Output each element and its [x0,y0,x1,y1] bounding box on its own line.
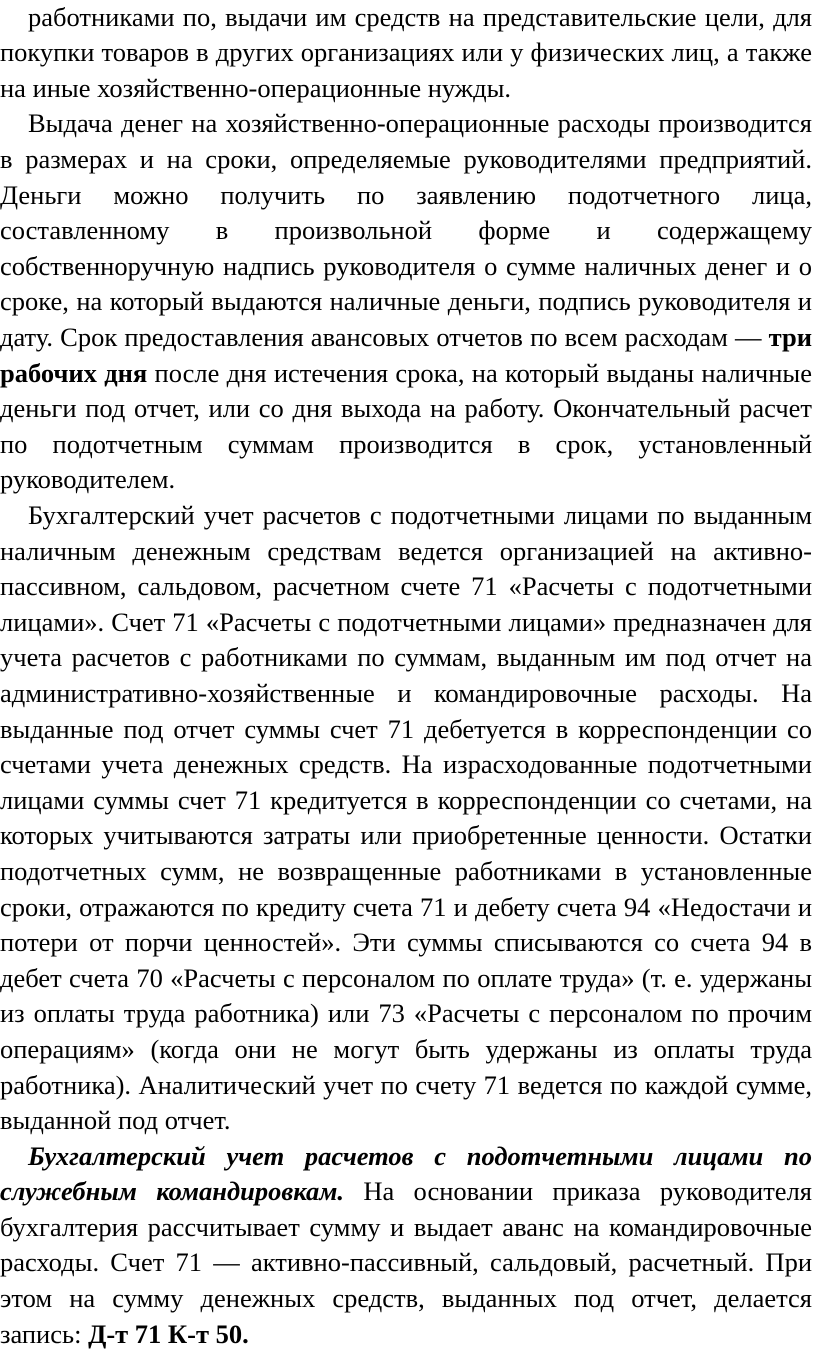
paragraph-4-heading: Бухгалтерский учет расчетов с подотчетными лицами по служебным командировкам. [0,1140,812,1207]
paragraph-2-text-b: после дня истечения срока, на который выданы наличные деньги под отчет, или со дня выхода на работу. Окончательный расчет по подотчетным суммам производится в срок, установленный руководителем. [0,357,812,495]
paragraph-2-text-a: Выдача денег на хозяйственно-операционные расходы производится в размерах и на сроки, определяемые руководителями предприятий. Деньги можно получить по заявлению подотчетного лица, составленному в произвольной форме и содержащему собственноручную надпись руководителя о сумме наличных денег и о сроке, на который выдаются наличные деньги, подпись руководителя и дату. Срок предоставления авансовых отчетов по всем расходам — [0,108,812,353]
paragraph-3-text: Бухгалтерский учет расчетов с подотчетными лицами по выданным наличным денежным средствам ведется организацией на активно-пассивном, сальдовом, расчетном счете 71 «Расчеты с подотчетными лицами». Счет 71 «Расчеты с подотчетными лицами» предназначен для учета расчетов с работниками по суммам, выданным им под отчет на административно-хозяйственные и командировочные расходы. На выданные под отчет суммы счет 71 дебетуется в корреспонденции со счетами учета денежных средств. На израсходованные подотчетными лицами суммы счет 71 кредитуется в корреспонденции со счетами, на которых учитываются затраты или приобретенные ценности. Остатки подотчетных сумм, не возвращенные работниками в установленные сроки, отражаются по кредиту счета 71 и дебету счета 94 «Недостачи и потери от порчи ценностей». Эти суммы списываются со счета 94 в дебет счета 70 «Расчеты с персоналом по оплате труда» (т. е. удержаны из оплаты труда работника) или 73 «Расчеты с персоналом по прочим операциям» (когда они не могут быть удержаны из оплаты труда работника). Аналитический учет по счету 71 ведется по каждой сумме, выданной под отчет. [0,500,812,1136]
paragraph-2-emphasis-deadline: три рабочих дня [0,322,812,388]
paragraph-4-entry: Д-т 71 К-т 50. [88,1318,249,1349]
paragraph-continuation [0,0,812,106]
paragraph-account-71 [0,498,812,1139]
paragraph-4-text: На основании приказа руководителя бухгалтерия рассчитывает сумму и выдает аванс на командировочные расходы. Счет 71 — активно-пассивный, сальдовый, расчетный. При этом на сумму денежных средств, выданных под отчет, делается запись: [0,1176,812,1349]
paragraph-1-text: работниками по, выдачи им средств на представительские цели, для покупки товаров в других организациях или у физических лиц, а также на иные хозяйственно-операционные нужды. [0,1,812,103]
paragraph-expense-issuance [0,106,812,498]
paragraph-business-trips [0,1139,812,1352]
